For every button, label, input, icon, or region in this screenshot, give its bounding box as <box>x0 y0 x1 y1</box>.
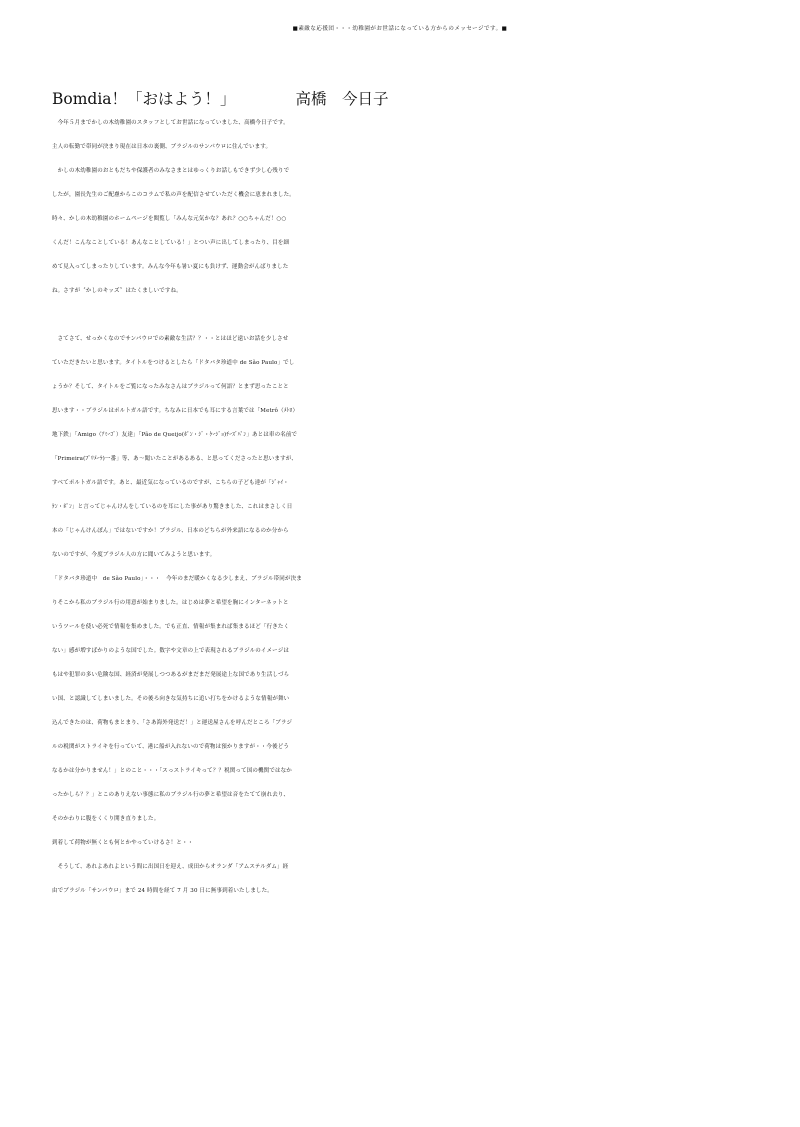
greeting: Bomdia！「おはよう！」 <box>52 90 236 108</box>
body-line: そのかわりに腹をくくり開き直りました。 <box>52 816 160 822</box>
body-line: い国、と認識してしまいました。その後ろ向きな気持ちに追い打ちをかけるような情報が舞い <box>52 696 290 702</box>
body-line: 地下鉄」「Amigo（ｱﾐｰｺﾞ）友達」「Pão de Queijo(ﾎﾟﾝ・ｼﾞ・ｹｰｼﾞｮ)ﾁｰｽﾞﾊﾟﾝ」あとは車の名前で <box>52 432 298 438</box>
body-line: ルの税関がストライキを行っていて、港に船が入れないので荷物は預かりますが・・今後どう <box>52 744 290 750</box>
body-line: そうして、あれよあれよという間に出国日を迎え、成田からオランダ「アムステルダム」経 <box>52 864 289 870</box>
body-line: 到着して荷物が無くとも何とかやっていけるさ！と・・ <box>52 840 194 846</box>
body-line: もはや犯罪の多い危険な国、経済が発展しつつあるがまだまだ発展途上な国であり生活しづら <box>52 672 290 678</box>
body-line: ないのですが、今度ブラジル人の方に聞いてみようと思います。 <box>52 552 216 558</box>
byline <box>52 87 752 109</box>
body-line: 込んできたのは、荷物もまとまり、「さあ海外発送だ！」と運送屋さんを呼んだところ「ブラジ <box>52 720 293 726</box>
body-line: 今年５月までかしの木幼稚園のスタッフとしてお世話になっていました、高橋今日子です。 <box>52 120 289 126</box>
body-line: さてさて、せっかくなのでサンパウロでの素敵な生活？？・・とはほど遠いお話を少しさせ <box>52 336 289 342</box>
body-line: 主人の転勤で帯同が決まり現在は日本の裏側、ブラジルのサンパウロに住んでいます。 <box>52 144 272 150</box>
body-line: 本の「じゃんけんぽん」ではないですか！ブラジル、日本のどちらが外来語になるのか分から <box>52 528 289 534</box>
body-line: ょうか？そして、タイトルをご覧になったみなさんはブラジルって何語？とまず思ったことと <box>52 384 289 390</box>
body-line: 「Primeira(ﾌﾟﾘﾒｰﾗ)一番」等、あ～聞いたことがあるある、と思ってくださったと思いますが、 <box>52 456 298 462</box>
body-line: 由でブラジル「サンパウロ」まで 24 時間を経て 7 月 30 日に無事到着いたしました。 <box>52 888 273 894</box>
page-heading: ■素敵な応援団・・・幼稚園がお世話になっている方からのメッセージです。■ <box>292 26 508 32</box>
body-line: すべてポルトガル語です。あと、最近気になっているのですが、こちらの子ども達が「ｼﾞｬｲ・ <box>52 480 289 486</box>
article-body <box>52 111 772 903</box>
body-line: りそこから私のブラジル行の用意が始まりました。はじめは夢と希望を胸にインターネットと <box>52 600 289 606</box>
body-line: ていただきたいと思います。タイトルをつけるとしたら「ドタバタ珍道中 de São Paulo」でし <box>52 360 295 366</box>
body-line: 「ドタバタ珍道中 de São Paulo」・・・ 今年のまだ暖かくなる少しまえ、ブラジル帯同が決ま <box>52 576 302 582</box>
body-line: なるかは分かりません！」とのこと・・・「スっストライキって？？税関って国の機関ではなか <box>52 768 292 774</box>
body-line: ない」感が増すばかりのような国でした。数字や文章の上で表現されるブラジルのイメージは <box>52 648 290 654</box>
body-line: したが，園長先生のご配慮からこのコラムで私の声を配信させていただく機会に恵まれました。 <box>52 192 295 198</box>
blank-line <box>52 303 772 327</box>
body-line: 思います・・ブラジルはポルトガル語です。ちなみに日本でも耳にする言葉では「Metrô（ﾒﾄﾛ） <box>52 408 299 414</box>
body-line: ｹﾝ・ﾎﾟﾝ」と言ってじゃんけんをしているのを耳にした事があり驚きました、これはまさしく日 <box>52 504 293 510</box>
body-line: かしの木幼稚園のおともだちや保護者のみなさまとはゆっくりお話しもできず少し心残りで <box>52 168 290 174</box>
body-line: 時々、かしの木幼稚園のホームページを閲覧し「みんな元気かな？あれ？○○ちゃんだ！○○ <box>52 216 287 222</box>
body-line: ったかしら？？」とこのありえない事態に私のブラジル行の夢と希望は音をたてて崩れ去り、 <box>52 792 290 798</box>
body-line: めて見入ってしまったりしています。みんな今年も暑い夏にも負けず、運動会がんばりました <box>52 264 289 270</box>
body-line: ね。さすが〝かしのキッズ〞はたくましいですね。 <box>52 288 182 294</box>
body-line: いうツールを使い必死で情報を集めました。でも正直、情報が集まれば集まるほど「行きたく <box>52 624 290 630</box>
author-name: 高橋 今日子 <box>295 90 389 108</box>
body-line: くんだ！こんなことしている！あんなことしている！」とつい声に出してしまったり、目を細 <box>52 240 290 246</box>
